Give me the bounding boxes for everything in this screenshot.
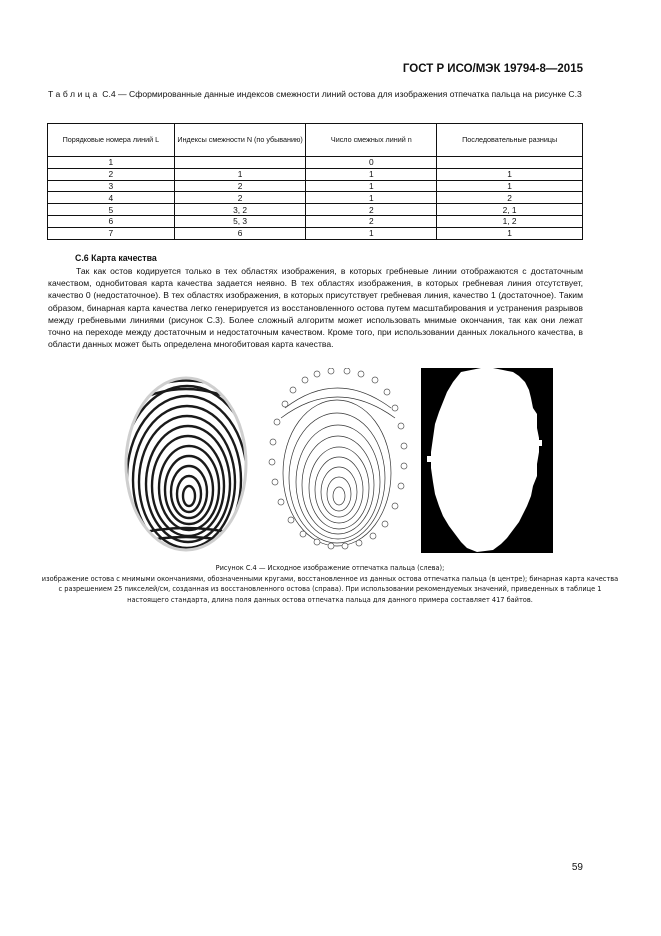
table-cell: 2 (174, 192, 306, 204)
figure-images (0, 368, 661, 553)
table-cell: 5, 3 (174, 215, 306, 227)
table-row (48, 157, 583, 169)
table-cell: 5 (48, 204, 175, 216)
table-row (48, 215, 583, 227)
column-header: Индексы смежности N (по убыванию) (174, 124, 306, 157)
section-paragraph: Так как остов кодируется только в тех областях изображения, в которых гребневые линии отображаются с достаточным качеством, однобитовая карта качества задается неявно. В тех областях изображения, в которых гребневая линия отсутствует, качество 0 (недостаточное). В тех областях изображения, в которых присутствует гребневая линия, качество 1 (достаточное). Таким образом, бинарная карта качества легко генерируется из восстановленного остова путем масштабирования и устранения разрывов между гребневыми линиями (рисунок С.3). Более сложный алгоритм может использовать мнимые окончания, так как они лежат точно на переходе между достаточным и недостаточным качеством. Кроме того, при использовании данных локального качества, в области данных может быть определена многобитовая карта качества. (48, 266, 583, 350)
quality-map-image (421, 368, 553, 553)
table-cell: 6 (48, 215, 175, 227)
table-cell: 1 (48, 157, 175, 169)
table-cell: 2 (174, 180, 306, 192)
table-cell: 1 (437, 227, 583, 239)
table-cell: 1 (437, 168, 583, 180)
column-header: Число смежных линий n (306, 124, 437, 157)
adjacency-table (47, 123, 583, 240)
table-cell: 2 (437, 192, 583, 204)
table-cell: 6 (174, 227, 306, 239)
table-caption-text: С.4 — Сформированные данные индексов смежности линий остова для изображения отпечатка пальца на рисунке С.3 (99, 89, 582, 99)
page-number: 59 (571, 862, 583, 873)
document-header: ГОСТ Р ИСО/МЭК 19794-8—2015 (402, 63, 583, 75)
figure-caption (40, 563, 620, 605)
figure-caption-text: изображение остова с мнимыми окончаниями, обозначенными кругами, восстановленное из данных остова отпечатка пальца (в центре); бинарная карта качества с разрешением 25 пикселей/см, созданная из восстановленного остова (справа). При использовании рекомендуемых значений, приведенных в таблице 1 настоящего стандарта, длина поля данных остова отпечатка пальца для данного примера составляет 417 байтов. (41, 574, 619, 604)
table-cell (437, 157, 583, 169)
column-header: Последовательные разницы (437, 124, 583, 157)
section-heading: С.6 Карта качества (75, 253, 157, 263)
table-cell: 1 (306, 227, 437, 239)
table-cell: 1 (174, 168, 306, 180)
table-cell: 0 (306, 157, 437, 169)
table-cell: 3, 2 (174, 204, 306, 216)
column-header: Порядковые номера линий L (48, 124, 175, 157)
table-header-row (48, 124, 583, 157)
table-caption-prefix: Таблица (48, 89, 100, 99)
table-cell: 1 (306, 180, 437, 192)
table-row (48, 168, 583, 180)
table-caption (48, 88, 583, 100)
table-cell: 2 (48, 168, 175, 180)
table-cell: 2 (306, 204, 437, 216)
table-cell: 3 (48, 180, 175, 192)
table-row (48, 180, 583, 192)
table-cell: 2, 1 (437, 204, 583, 216)
table-cell: 1 (306, 168, 437, 180)
skeleton-image (267, 368, 409, 553)
figure-caption-line1: Рисунок С.4 — Исходное изображение отпечатка пальца (слева); (215, 564, 445, 572)
table-row (48, 227, 583, 239)
table-cell: 1 (306, 192, 437, 204)
table-cell: 2 (306, 215, 437, 227)
table-cell: 1, 2 (437, 215, 583, 227)
table-row (48, 204, 583, 216)
table-row (48, 192, 583, 204)
table-cell: 1 (437, 180, 583, 192)
table-cell: 4 (48, 192, 175, 204)
table-cell: 7 (48, 227, 175, 239)
fingerprint-original-image (117, 368, 255, 553)
table-cell (174, 157, 306, 169)
